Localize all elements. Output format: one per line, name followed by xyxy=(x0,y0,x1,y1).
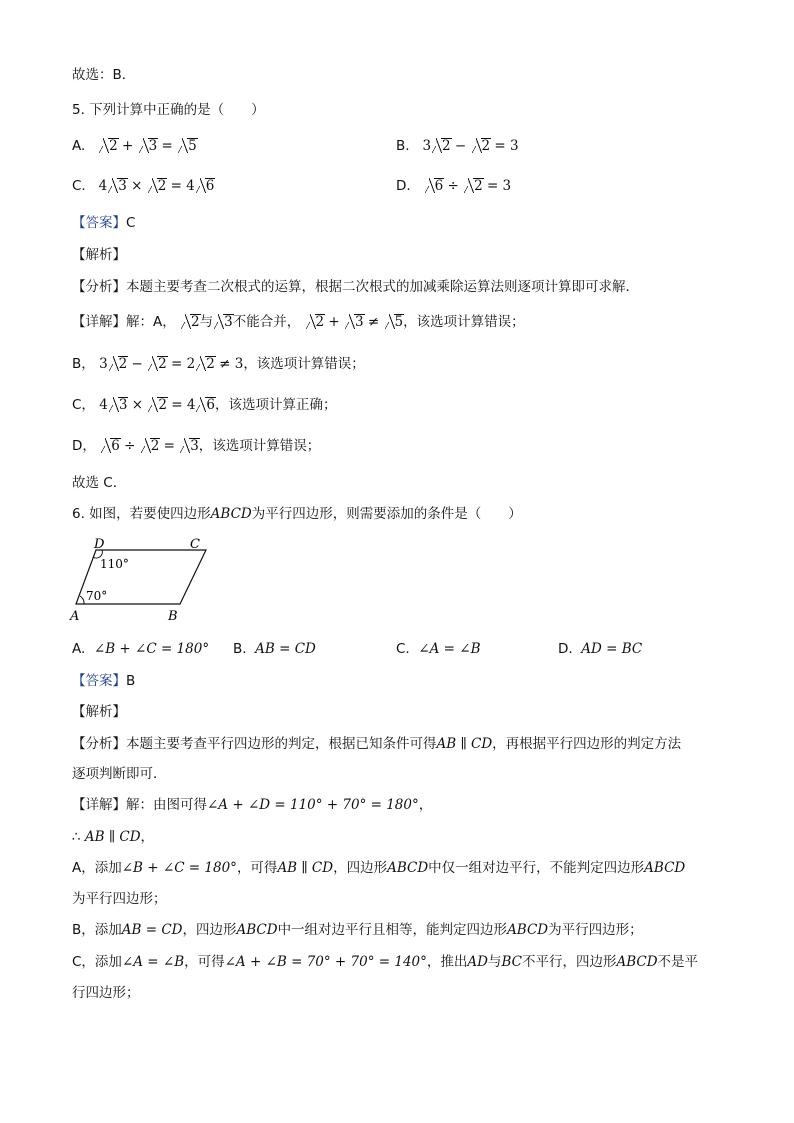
q6-xiangjie: 【详解】解：由图可得∠A + ∠D = 110° + 70° = 180°， xyxy=(72,797,433,813)
q6-option-d: D. AD = BC xyxy=(558,641,643,657)
q6-fenxi-line2: 逐项判断即可． xyxy=(72,766,167,782)
q5-option-c: C. 4 3 × 2 = 4 6 xyxy=(72,178,215,194)
q6-option-a: A. ∠B + ∠C = 180° xyxy=(72,641,210,657)
q6-answer: 【答案】B xyxy=(72,673,136,689)
q5-conclusion: 故选 C． xyxy=(72,475,127,491)
q6-option-b: B. AB = CD xyxy=(233,641,316,657)
previous-conclusion: 故选：B． xyxy=(72,67,136,83)
q5-xiangjie-c: C， 4 3 × 2 = 4 6，该选项计算正确； xyxy=(72,397,337,413)
q6-xiangjie-a-line2: 为平行四边形； xyxy=(72,891,167,907)
q6-stem: 6. 如图，若要使四边形ABCD为平行四边形，则需要添加的条件是（ ） xyxy=(72,506,522,522)
q6-analysis-label: 【解析】 xyxy=(72,704,126,720)
angle-d-label: 110° xyxy=(100,557,129,571)
q6-therefore: ∴ AB ∥ CD， xyxy=(72,829,155,845)
q6-xiangjie-b: B，添加AB = CD，四边形ABCD中一组对边平行且相等，能判定四边形ABCD为平行四边形； xyxy=(72,922,643,938)
parallelogram-figure xyxy=(66,534,216,626)
q5-xiangjie-a: 【详解】解：A， 2与 3不能合并， 2 + 3 ≠ 5，该选项计算错误； xyxy=(72,314,525,330)
q6-option-c: C. ∠A = ∠B xyxy=(396,641,481,657)
q5-xiangjie-d: D， 6 ÷ 2 = 3，该选项计算错误； xyxy=(72,438,321,454)
q5-xiangjie-b: B， 3 2 − 2 = 2 2 ≠ 3，该选项计算错误； xyxy=(72,356,365,372)
vertex-a-label: A xyxy=(70,609,80,624)
q6-xiangjie-a-line1: A，添加∠B + ∠C = 180°，可得AB ∥ CD，四边形ABCD中仅一组对边平行，不能判定四边形ABCD xyxy=(72,860,686,876)
angle-a-label: 70° xyxy=(86,589,108,603)
vertex-c-label: C xyxy=(190,537,200,552)
q6-fenxi-line1: 【分析】本题主要考查平行四边形的判定，根据已知条件可得AB ∥ CD，再根据平行四边形的判定方法 xyxy=(72,736,682,752)
q5-option-d: D. 6 ÷ 2 = 3 xyxy=(396,178,512,194)
q5-option-a: A. 2 + 3 = 5 xyxy=(72,138,197,154)
q5-fenxi: 【分析】本题主要考查二次根式的运算，根据二次根式的加减乘除运算法则逐项计算即可求解． xyxy=(72,279,639,295)
q6-xiangjie-c-line1: C，添加∠A = ∠B，可得∠A + ∠B = 70° + 70° = 140°，推出AD与BC不平行，四边形ABCD不是平 xyxy=(72,954,699,970)
q6-xiangjie-c-line2: 行四边形； xyxy=(72,985,140,1001)
q5-analysis-label: 【解析】 xyxy=(72,247,126,263)
q5-answer: 【答案】C xyxy=(72,215,136,231)
q5-stem: 5. 下列计算中正确的是（ ） xyxy=(72,102,265,118)
q5-option-b: B. 3 2 − 2 = 3 xyxy=(396,138,519,154)
vertex-b-label: B xyxy=(168,609,178,624)
vertex-d-label: D xyxy=(94,537,105,552)
